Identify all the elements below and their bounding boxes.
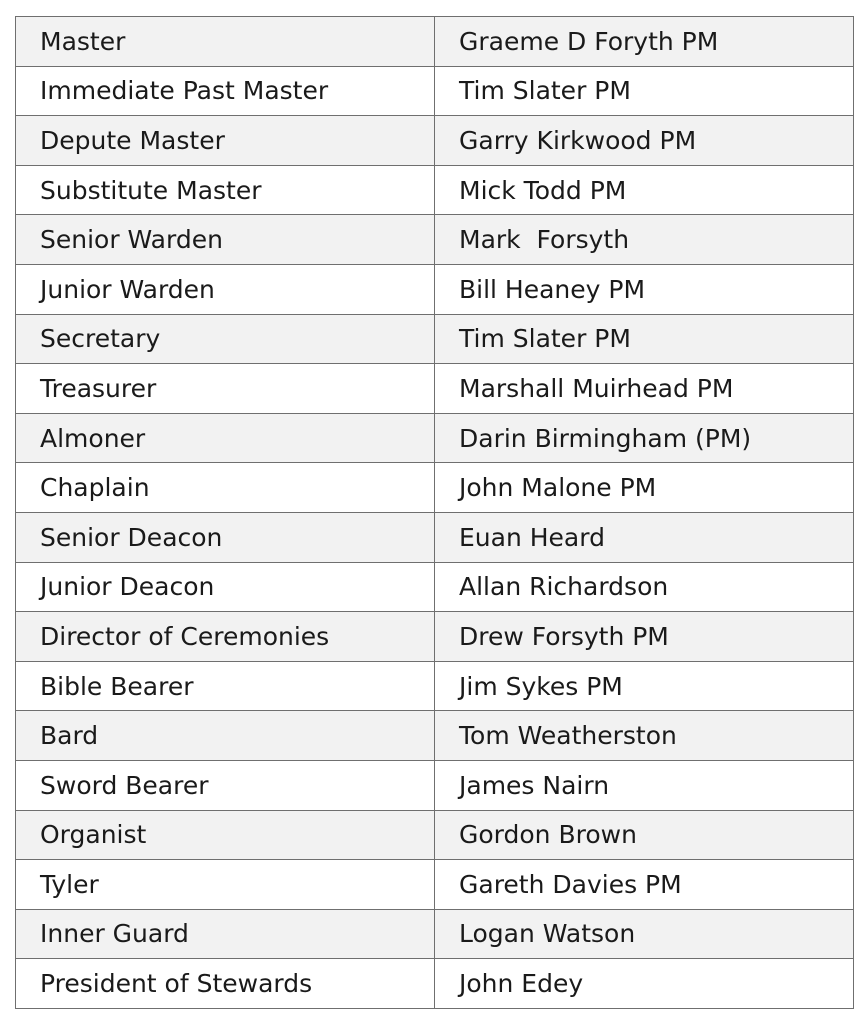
name-cell: Jim Sykes PM <box>435 661 854 711</box>
table-row <box>16 17 854 67</box>
name-cell: Bill Heaney PM <box>435 264 854 314</box>
role-cell: Bible Bearer <box>16 661 435 711</box>
role-cell: President of Stewards <box>16 959 435 1009</box>
name-cell: Darin Birmingham (PM) <box>435 413 854 463</box>
name-cell: Graeme D Foryth PM <box>435 17 854 67</box>
table-row <box>16 760 854 810</box>
table-row <box>16 860 854 910</box>
role-cell: Depute Master <box>16 116 435 166</box>
table-row <box>16 215 854 265</box>
table-row <box>16 909 854 959</box>
table-row <box>16 413 854 463</box>
name-cell: Tim Slater PM <box>435 314 854 364</box>
role-cell: Substitute Master <box>16 165 435 215</box>
table-row <box>16 264 854 314</box>
role-cell: Director of Ceremonies <box>16 612 435 662</box>
table-row <box>16 810 854 860</box>
table-row <box>16 661 854 711</box>
table-row <box>16 512 854 562</box>
table-row <box>16 463 854 513</box>
name-cell: Mark Forsyth <box>435 215 854 265</box>
name-cell: Mick Todd PM <box>435 165 854 215</box>
name-cell: Gareth Davies PM <box>435 860 854 910</box>
role-cell: Junior Warden <box>16 264 435 314</box>
role-cell: Bard <box>16 711 435 761</box>
role-cell: Tyler <box>16 860 435 910</box>
name-cell: Euan Heard <box>435 512 854 562</box>
role-cell: Chaplain <box>16 463 435 513</box>
name-cell: Allan Richardson <box>435 562 854 612</box>
name-cell: Tim Slater PM <box>435 66 854 116</box>
role-cell: Senior Deacon <box>16 512 435 562</box>
table-row <box>16 116 854 166</box>
role-cell: Master <box>16 17 435 67</box>
table-row <box>16 364 854 414</box>
role-cell: Treasurer <box>16 364 435 414</box>
name-cell: Garry Kirkwood PM <box>435 116 854 166</box>
name-cell: James Nairn <box>435 760 854 810</box>
name-cell: Gordon Brown <box>435 810 854 860</box>
table-row <box>16 711 854 761</box>
table-row <box>16 314 854 364</box>
table-row <box>16 612 854 662</box>
role-cell: Organist <box>16 810 435 860</box>
role-cell: Almoner <box>16 413 435 463</box>
officers-table-body <box>16 17 854 1009</box>
name-cell: John Edey <box>435 959 854 1009</box>
name-cell: Tom Weatherston <box>435 711 854 761</box>
table-row <box>16 562 854 612</box>
name-cell: Logan Watson <box>435 909 854 959</box>
role-cell: Secretary <box>16 314 435 364</box>
officers-table <box>15 16 854 1009</box>
role-cell: Sword Bearer <box>16 760 435 810</box>
name-cell: Drew Forsyth PM <box>435 612 854 662</box>
table-row <box>16 165 854 215</box>
name-cell: Marshall Muirhead PM <box>435 364 854 414</box>
table-row <box>16 959 854 1009</box>
role-cell: Immediate Past Master <box>16 66 435 116</box>
table-row <box>16 66 854 116</box>
name-cell: John Malone PM <box>435 463 854 513</box>
role-cell: Inner Guard <box>16 909 435 959</box>
role-cell: Senior Warden <box>16 215 435 265</box>
role-cell: Junior Deacon <box>16 562 435 612</box>
